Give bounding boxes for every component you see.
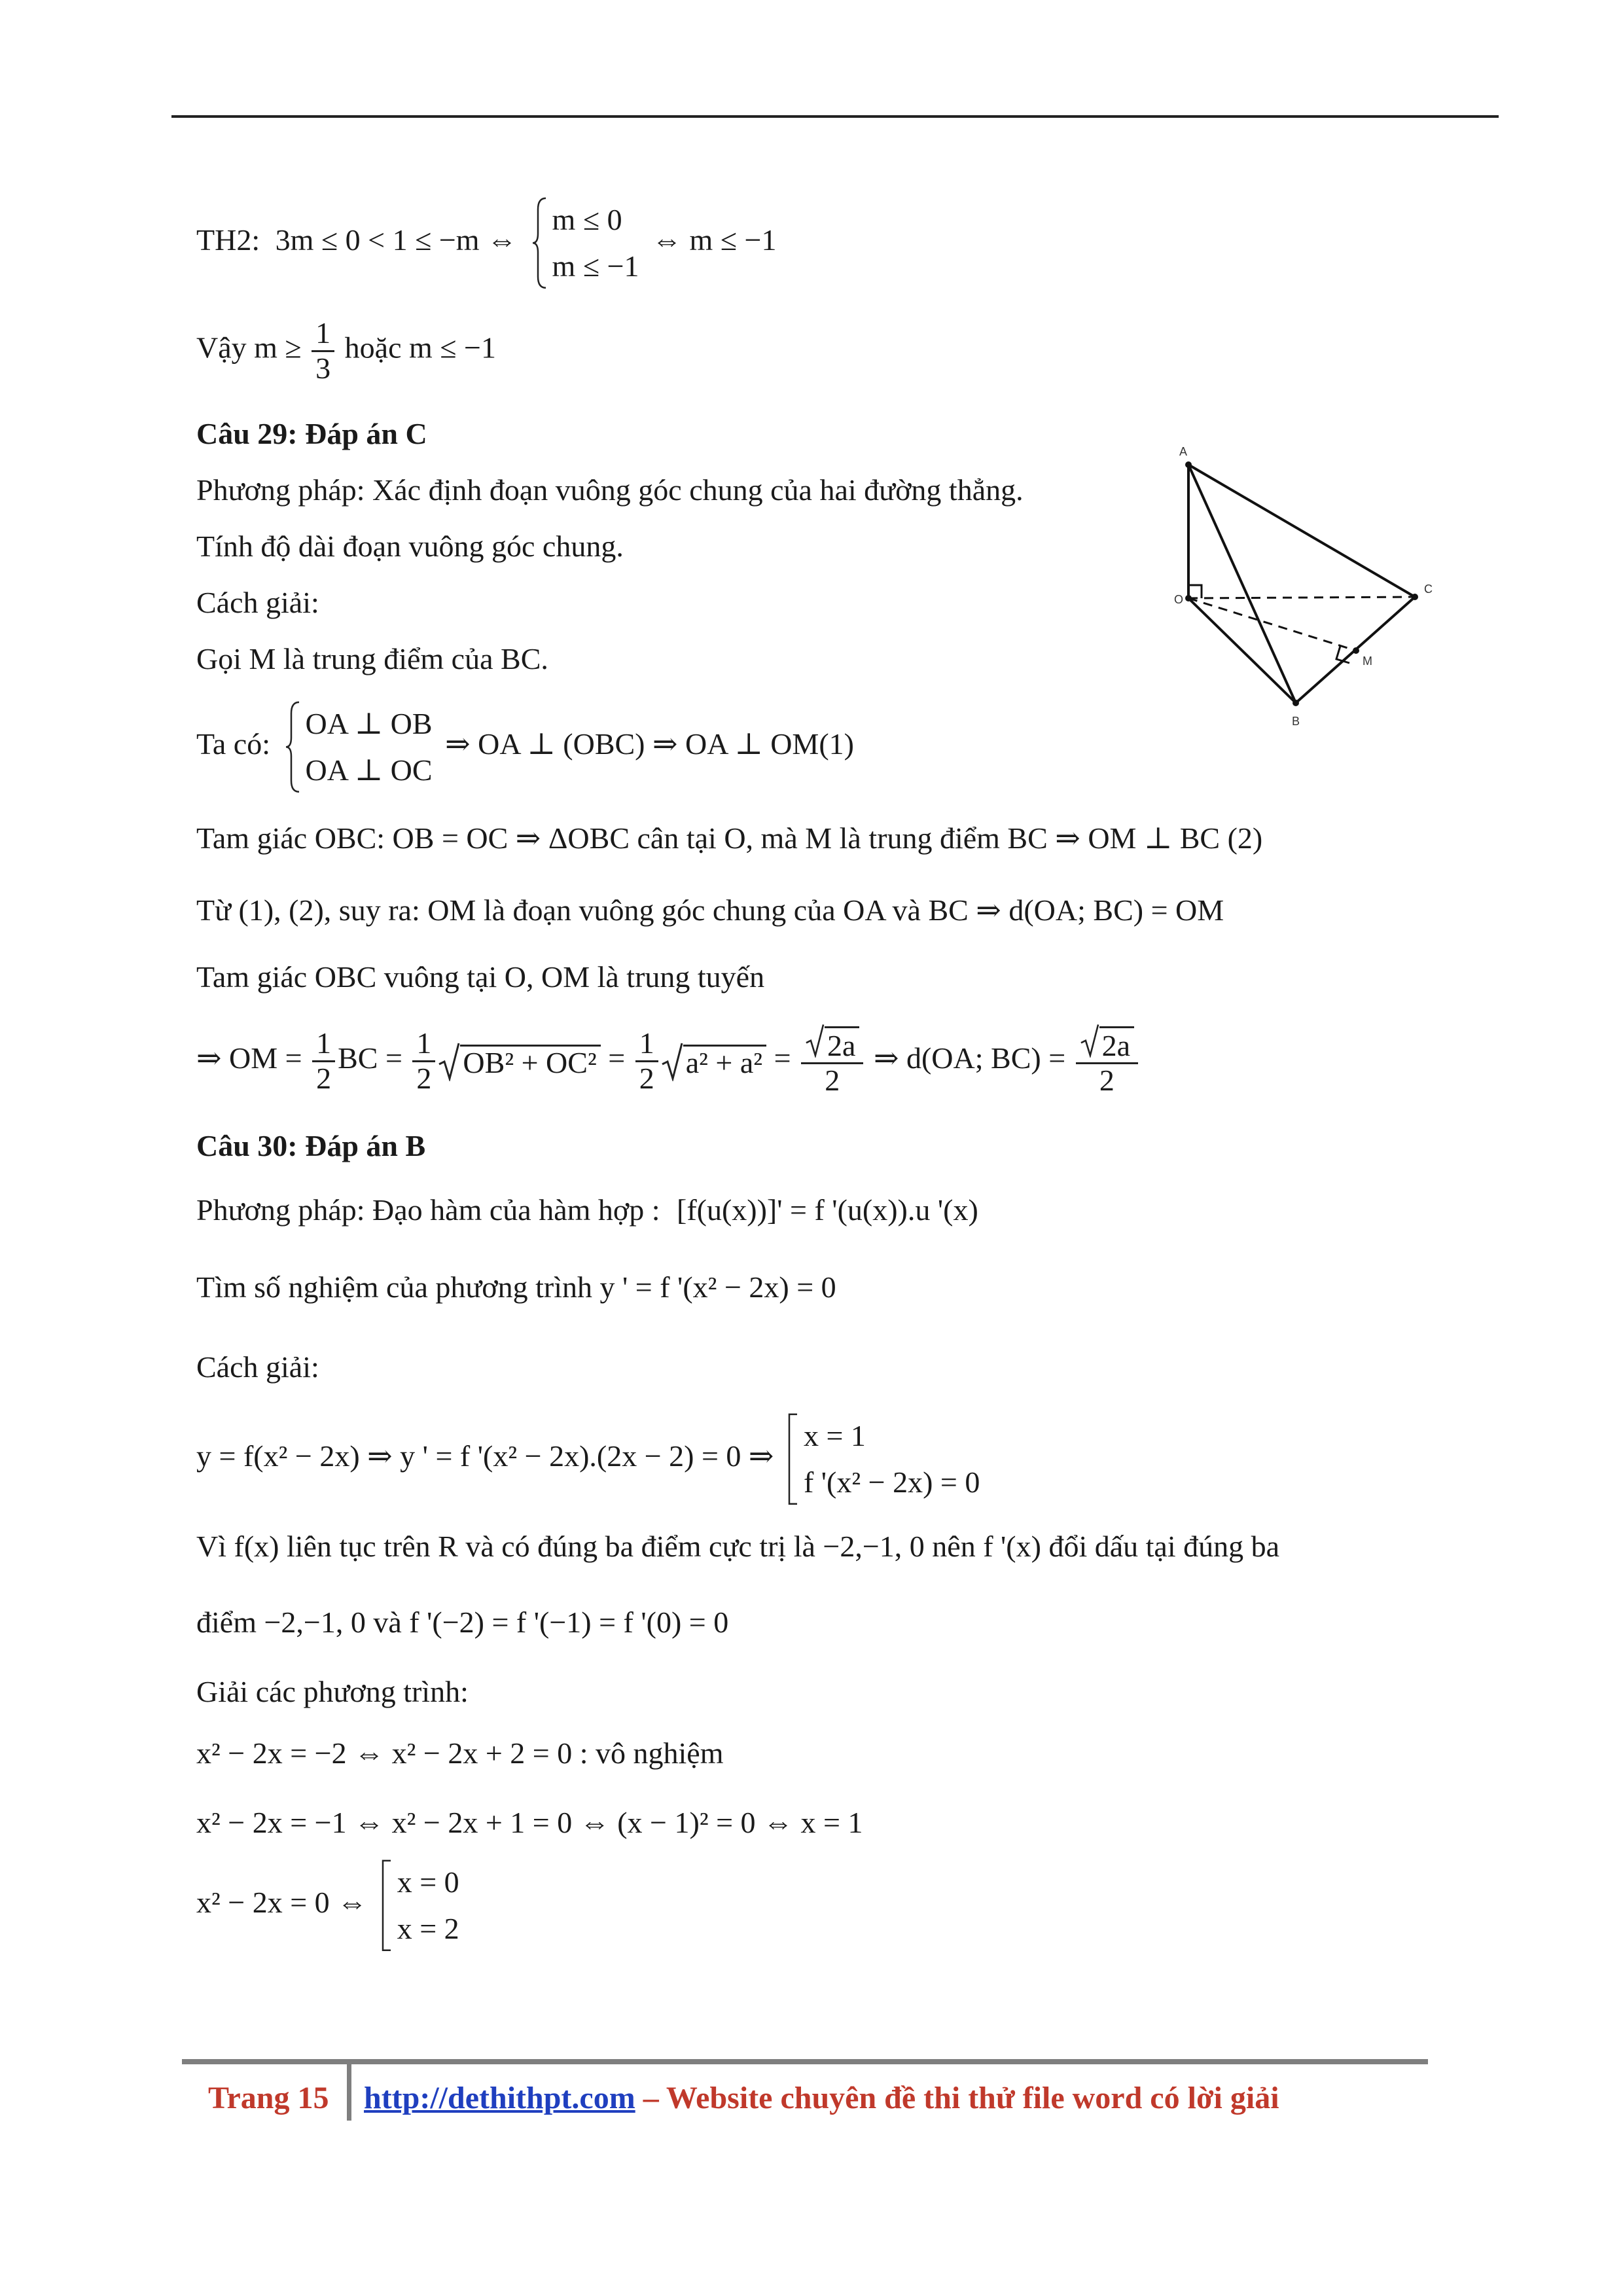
website-link[interactable]: http://dethithpt.com xyxy=(364,2081,635,2115)
frac-num: 1 xyxy=(412,1027,435,1062)
q30-since: Vì f(x) liên tục trên R và có đúng ba điểm cực trị là −2,−1, 0 nên f '(x) đổi dấu tại đúng ba xyxy=(196,1530,1280,1563)
q29-sys-1: OA ⊥ OB xyxy=(305,707,433,740)
q30-count: Tìm số nghiệm của phương trình y ' = f '(x² − 2x) = 0 xyxy=(196,1270,836,1304)
footer-separator xyxy=(347,2064,351,2121)
footer-tagline: – Website chuyên đề thi thử file word có lời giải xyxy=(635,2081,1279,2115)
frac-den: 2 xyxy=(316,1061,332,1095)
q29-given-line xyxy=(196,700,854,794)
frac-num: 1 xyxy=(312,1027,335,1062)
label-o: O xyxy=(1174,593,1184,606)
radicand-2: a² + a² xyxy=(683,1045,766,1078)
q29-heading: Câu 29: Đáp án C xyxy=(196,417,427,450)
frac-num: 1 xyxy=(635,1027,658,1062)
eq-sign: = xyxy=(774,1041,791,1075)
point-c xyxy=(1412,594,1418,600)
q30-eq-3: x² − 2x = 0 ⇔ xyxy=(196,1885,368,1919)
page-number: Trang 15 xyxy=(208,2081,329,2115)
case-lhs: 3m ≤ 0 < 1 ≤ −m ⇔ xyxy=(275,223,518,257)
q30-deriv-line xyxy=(196,1412,985,1506)
case-sys-2: m ≤ −1 xyxy=(552,249,639,283)
q30-deriv: y = f(x² − 2x) ⇒ y ' = f '(x² − 2x).(2x − 2) = 0 ⇒ xyxy=(196,1439,774,1473)
formula-half-2 xyxy=(412,1027,435,1095)
formula-half-1 xyxy=(312,1027,335,1095)
q30-method-label: Phương pháp: Đạo hàm của hàm hợp : xyxy=(196,1193,660,1227)
formula-start: ⇒ OM = xyxy=(196,1041,302,1075)
q30-solution-label: Cách giải: xyxy=(196,1350,319,1384)
q30-eq-3-bracket xyxy=(380,1859,459,1952)
sqrt-a2-a2 xyxy=(661,1045,766,1078)
fraction-one-third xyxy=(312,317,334,385)
conclusion-prefix: Vậy m ≥ xyxy=(196,331,302,365)
q30-case-2: f '(x² − 2x) = 0 xyxy=(803,1465,980,1499)
q30-eq-3a: x = 0 xyxy=(397,1865,459,1899)
frac-num xyxy=(801,1025,863,1064)
point-a xyxy=(1185,461,1192,468)
radicand: 2a xyxy=(825,1026,859,1063)
point-o xyxy=(1185,595,1192,601)
radicand-1: OB² + OC² xyxy=(460,1045,600,1078)
formula-sqrt2a-over-2 xyxy=(801,1025,863,1098)
q30-case-bracket xyxy=(787,1412,980,1506)
q30-case-1: x = 1 xyxy=(803,1419,866,1452)
footer-text xyxy=(364,2080,1279,2116)
case-2-line xyxy=(196,196,776,290)
frac-den: 3 xyxy=(315,351,331,385)
q30-eq-3b: x = 2 xyxy=(397,1912,459,1946)
case-sys-1: m ≤ 0 xyxy=(552,203,622,236)
conclusion-line xyxy=(196,317,496,385)
frac-den: 2 xyxy=(1099,1064,1115,1098)
q29-step-4: Tam giác OBC vuông tại O, OM là trung tuyến xyxy=(196,960,765,994)
header-rule xyxy=(171,115,1499,118)
frac-num xyxy=(1076,1025,1138,1064)
case-label: TH2: xyxy=(196,223,260,257)
q30-method-formula: [f(u(x))]' = f '(u(x)).u '(x) xyxy=(677,1193,978,1227)
radicand: 2a xyxy=(1099,1026,1134,1063)
q29-step-3: Từ (1), (2), suy ra: OM là đoạn vuông góc chung của OA và BC ⇒ d(OA; BC) = OM xyxy=(196,893,1224,927)
label-m: M xyxy=(1363,655,1372,668)
q29-step-2: Tam giác OBC: OB = OC ⇒ ΔOBC cân tại O, mà M là trung điểm BC ⇒ OM ⊥ BC (2) xyxy=(196,821,1263,855)
label-c: C xyxy=(1424,583,1433,596)
formula-implies: ⇒ d(OA; BC) = xyxy=(873,1041,1066,1075)
formula-half-3 xyxy=(635,1027,658,1095)
formula-bc: BC = xyxy=(338,1041,402,1075)
frac-den: 2 xyxy=(825,1064,840,1098)
conclusion-rest: hoặc m ≤ −1 xyxy=(344,331,496,365)
q30-heading: Câu 30: Đáp án B xyxy=(196,1129,426,1162)
frac-num: 1 xyxy=(312,317,334,352)
point-m xyxy=(1353,647,1359,654)
q30-eq-3-line xyxy=(196,1859,465,1952)
frac-den: 2 xyxy=(416,1061,432,1095)
q30-method xyxy=(196,1195,978,1225)
q29-step-1: Gọi M là trung điểm của BC. xyxy=(196,642,548,675)
label-b: B xyxy=(1292,715,1300,728)
case-system xyxy=(530,196,639,290)
q29-taco: Ta có: xyxy=(196,726,271,761)
q29-implies: ⇒ OA ⊥ (OBC) ⇒ OA ⊥ OM(1) xyxy=(445,726,854,761)
pyramid-diagram xyxy=(1165,445,1446,733)
q29-method: Phương pháp: Xác định đoạn vuông góc chung của hai đường thẳng. xyxy=(196,473,1024,507)
label-a: A xyxy=(1179,445,1188,458)
q30-eq-2: x² − 2x = −1 ⇔ x² − 2x + 1 = 0 ⇔ (x − 1)² = 0 ⇔ x = 1 xyxy=(196,1806,863,1839)
q29-system xyxy=(283,700,433,794)
frac-den: 2 xyxy=(639,1061,654,1095)
footer-rule xyxy=(182,2059,1428,2064)
q29-formula xyxy=(196,1025,1141,1098)
q30-since-2: điểm −2,−1, 0 và f '(−2) = f '(−1) = f '(0) = 0 xyxy=(196,1605,729,1639)
q29-sys-2: OA ⊥ OC xyxy=(305,753,433,787)
eq-sign: = xyxy=(608,1041,626,1075)
q29-solution-label: Cách giải: xyxy=(196,586,319,619)
formula-result xyxy=(1076,1025,1138,1098)
point-b xyxy=(1293,700,1299,706)
q30-eq-1: x² − 2x = −2 ⇔ x² − 2x + 2 = 0 : vô nghiệm xyxy=(196,1736,724,1770)
q30-solve-label: Giải các phương trình: xyxy=(196,1675,469,1708)
case-rhs: ⇔ m ≤ −1 xyxy=(652,223,777,257)
sqrt-ob-oc xyxy=(438,1045,600,1078)
q29-method-2: Tính độ dài đoạn vuông góc chung. xyxy=(196,529,624,563)
